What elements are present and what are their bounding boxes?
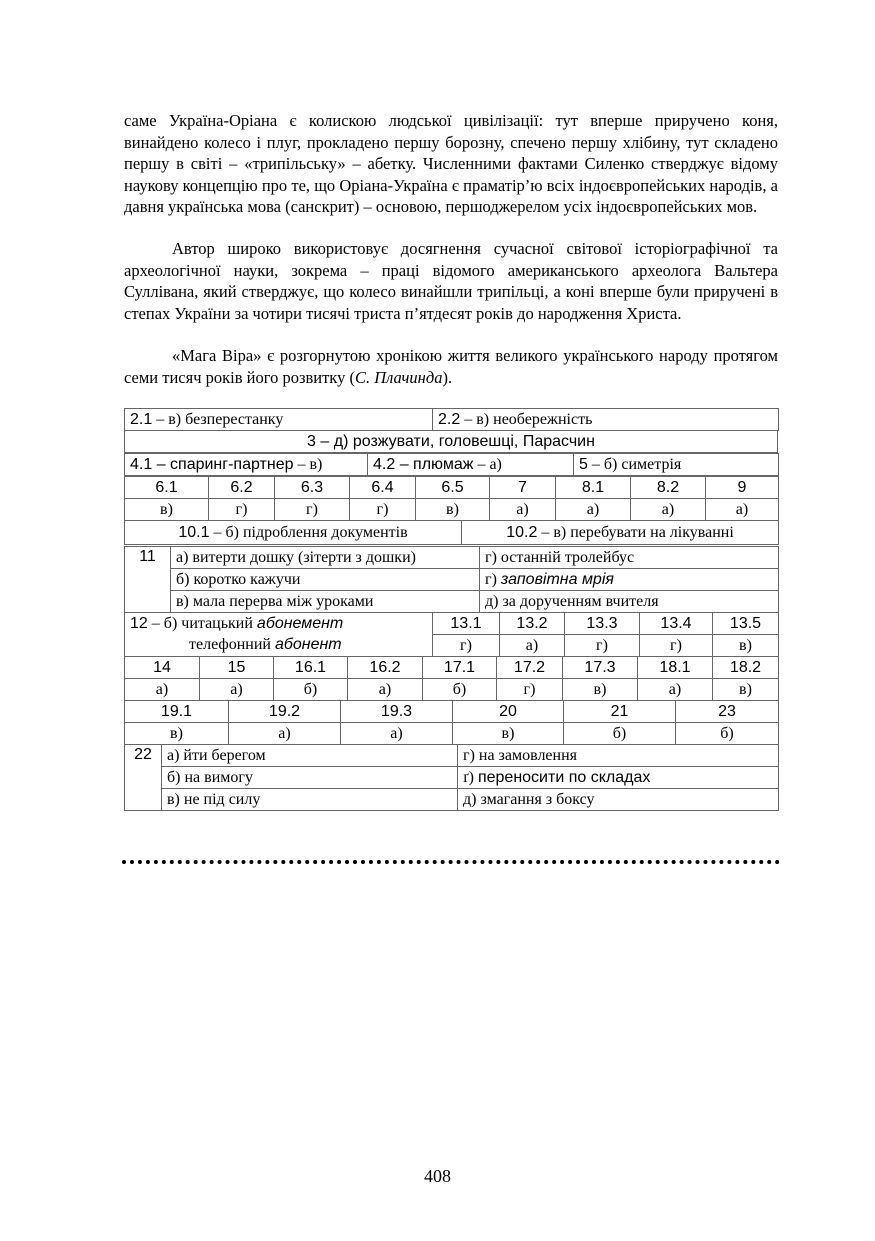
q-answer: в) [125,499,209,521]
paragraph-3-end: ). [442,367,453,387]
q-num: 21 [564,701,676,723]
q-answer: г) [640,635,713,657]
answer-3: 3 – д) розжувати, головешці, Парасчин [125,431,778,453]
q-answer: а) [500,635,565,657]
paragraph-1: саме Україна-Оріана є колискою людської цивілізації: тут вперше приручено коня, винайдено колесо і плуг, прокладено першу борозну, спечено першу хлібину, тут складено першу в світі – «трипільську» – абетку. Численними фактами Силенко стверджує відому наукову концепцію про те, що Оріана-Україна є праматір’ю всіх індоєвропейських народів, а давня українська мова (санскрит) – основою, першоджерелом усіх індоєвропейських мов. [124,111,778,217]
q22-right: д) змагання з боксу [458,789,779,811]
q22-left: а) йти берегом [162,745,458,767]
q22-left: в) не під силу [162,789,458,811]
q-answer: а) [348,679,423,701]
q-answer: г) [350,499,416,521]
q-answer: а) [556,499,631,521]
paragraph-3-main: «Мага Віра» є розгорнутою хронікою життя великого українського народу протягом семи тисяч років його розвитку ( [124,346,778,387]
q-answer: в) [713,635,779,657]
q11-right: г) заповітна мрія [480,569,779,591]
q-answer: в) [125,723,229,745]
q-num-22: 22 [125,745,162,811]
q-answer: а) [125,679,200,701]
q-answer: г) [565,635,640,657]
q-answer: г) [275,499,350,521]
answer-5: 5 – б) симетрія [574,454,779,476]
q-answer: б) [274,679,348,701]
answers-row-12-13 [124,612,779,657]
q11-left: в) мала перерва між уроками [171,591,480,613]
q-answer: в) [713,679,779,701]
q22-left: б) на вимогу [162,767,458,789]
dotted-divider [122,860,780,864]
answers-row-22 [124,744,779,811]
q22-right: ґ) переносити по складах [458,767,779,789]
q-answer: б) [564,723,676,745]
q-answer: а) [341,723,453,745]
q-num: 8.2 [631,477,706,499]
answers-row-10 [124,520,779,545]
q-num: 13.2 [500,613,565,635]
paragraph-3-author: С. Плачинда [354,367,443,387]
answers-row-14-18 [124,656,779,701]
q-num: 9 [706,477,779,499]
q-num: 13.5 [713,613,779,635]
q-answer: г) [497,679,563,701]
answer-12-line2: телефонний абонент [125,635,433,657]
q-num: 6.2 [209,477,275,499]
q-answer: а) [200,679,274,701]
q-num: 14 [125,657,200,679]
q-num-11: 11 [125,547,171,613]
q-num: 18.1 [638,657,713,679]
q-num: 6.1 [125,477,209,499]
q-num: 23 [676,701,779,723]
q-num: 6.3 [275,477,350,499]
answers-row-4-5 [124,453,779,476]
answer-2-2: 2.2 – в) необережність [433,409,779,431]
answer-10-1: 10.1 – б) підроблення документів [125,521,462,545]
q-num: 19.3 [341,701,453,723]
q-answer: а) [490,499,556,521]
q-num: 15 [200,657,274,679]
q-answer: б) [423,679,497,701]
q-answer: а) [229,723,341,745]
q-num: 6.5 [416,477,490,499]
q-num: 13.4 [640,613,713,635]
q-num: 6.4 [350,477,416,499]
q-num: 17.1 [423,657,497,679]
q-num: 20 [453,701,564,723]
q-num: 19.1 [125,701,229,723]
answer-4-1: 4.1 – спаринг-партнер – в) [125,454,368,476]
q11-right: д) за дорученням вчителя [480,591,779,613]
q-answer: а) [631,499,706,521]
answer-4-2: 4.2 – плюмаж – а) [368,454,574,476]
q-answer: г) [209,499,275,521]
q-num: 17.2 [497,657,563,679]
answer-10-2: 10.2 – в) перебувати на лікуванні [462,521,779,545]
q-num: 17.3 [563,657,638,679]
answers-row-2 [124,408,779,431]
paragraph-3 [124,345,778,388]
answers-row-19-23 [124,700,779,745]
q-num: 19.2 [229,701,341,723]
q11-left: б) коротко кажучи [171,569,480,591]
q-answer: а) [638,679,713,701]
q-answer: г) [433,635,500,657]
q-num: 7 [490,477,556,499]
q-answer: а) [706,499,779,521]
q11-right: г) останній тролейбус [480,547,779,569]
paragraph-2: Автор широко використовує досягнення сучасної світової історіографічної та археологічної науки, зокрема – праці відомого американського археолога Вальтера Суллівана, який стверджує, що колесо винайшли трипільці, а коні вперше були приручені в степах України за чотири тисячі триста п’ятдесят років до народження Христа. [124,239,778,323]
q-num: 13.3 [565,613,640,635]
page-number: 408 [424,1166,451,1186]
q-answer: в) [416,499,490,521]
q22-right: г) на замовлення [458,745,779,767]
answers-row-11 [124,546,779,613]
q-num: 16.1 [274,657,348,679]
q11-left: а) витерти дошку (зітерти з дошки) [171,547,480,569]
q-num: 8.1 [556,477,631,499]
q-answer: б) [676,723,779,745]
q-num: 18.2 [713,657,779,679]
answers-row-3 [124,430,778,453]
q-answer: в) [563,679,638,701]
q-num: 13.1 [433,613,500,635]
answer-2-1: 2.1 – в) безперестанку [125,409,433,431]
q-answer: в) [453,723,564,745]
q-num: 16.2 [348,657,423,679]
answers-row-6-9 [124,476,779,521]
answer-12-line1: 12 – б) читацький абонемент [125,613,433,635]
